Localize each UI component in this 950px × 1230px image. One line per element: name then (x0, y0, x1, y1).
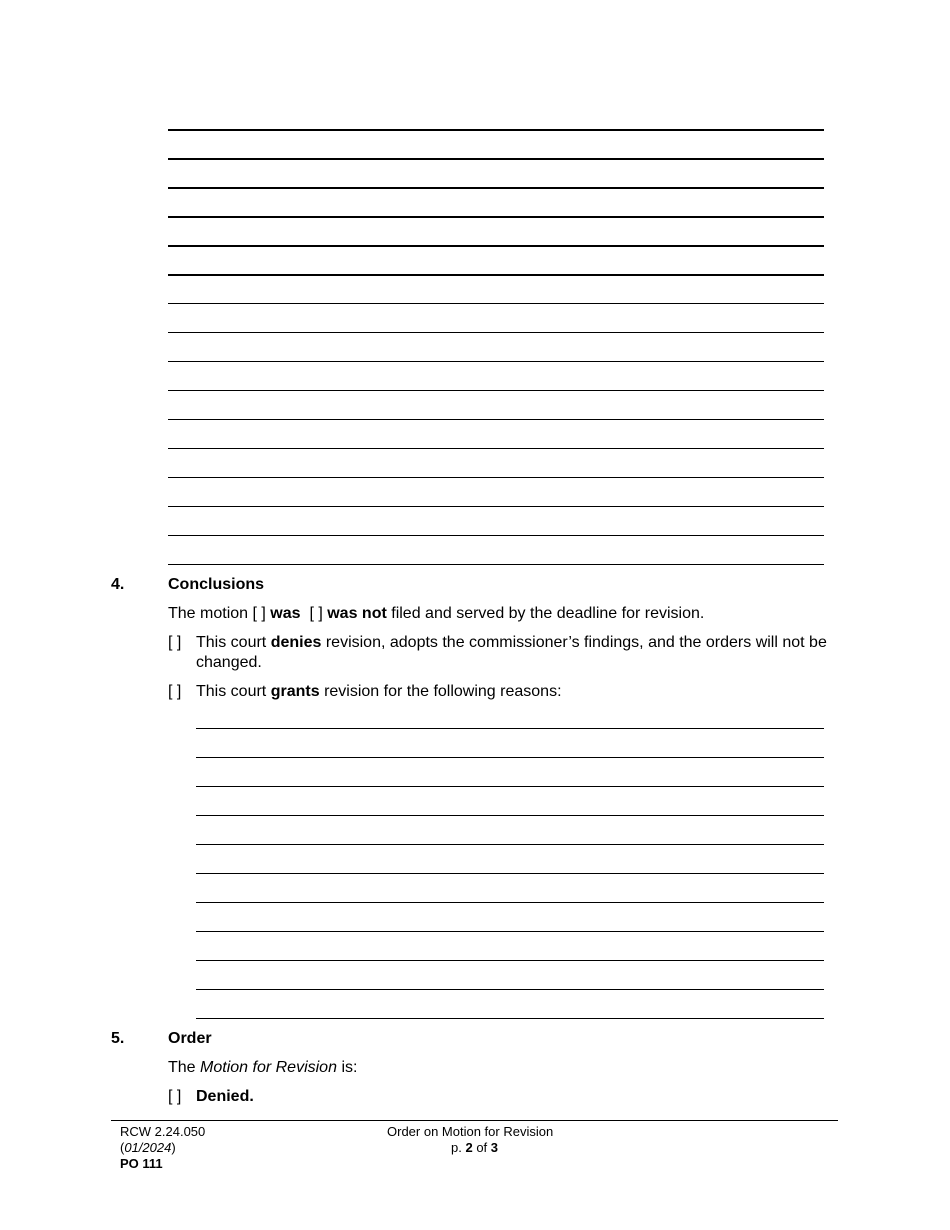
writing-line (168, 448, 824, 449)
checkbox-denies[interactable]: [ ] (168, 634, 182, 651)
writing-line (168, 187, 824, 189)
writing-line (168, 303, 824, 304)
order-prefix: The (168, 1059, 196, 1076)
checkbox-denied[interactable]: [ ] (168, 1088, 182, 1105)
writing-line (168, 332, 824, 333)
motion-title: Motion for Revision (200, 1059, 337, 1076)
footer-date-open: ( (120, 1140, 125, 1155)
writing-line (168, 535, 824, 536)
writing-line (196, 786, 824, 787)
footer-page-number (451, 1140, 498, 1156)
denies-text (196, 633, 828, 673)
writing-line (168, 274, 824, 276)
writing-line (196, 931, 824, 932)
option-was-not: was not (327, 605, 387, 622)
page-prefix: p. (451, 1140, 462, 1155)
denies-suffix: revision, adopts the commissioner’s findings, and the orders will not be changed. (196, 634, 827, 671)
motion-for-revision-line (168, 1058, 357, 1078)
writing-line (168, 361, 824, 362)
grants-word: grants (270, 683, 320, 700)
denies-prefix: This court (196, 634, 267, 651)
footer-date-value: 01/2024 (124, 1140, 172, 1155)
writing-line (168, 564, 824, 565)
section-heading: Conclusions (168, 576, 265, 593)
grants-prefix: This court (196, 683, 267, 700)
writing-line (168, 216, 824, 218)
writing-line (196, 844, 824, 845)
writing-line (196, 960, 824, 961)
motion-suffix: filed and served by the deadline for revision. (391, 605, 705, 622)
writing-line (168, 477, 824, 478)
order-suffix: is: (341, 1059, 358, 1076)
denied-label: Denied. (196, 1088, 254, 1105)
writing-line (168, 419, 824, 420)
page-current: 2 (465, 1140, 473, 1155)
grants-text (196, 682, 562, 702)
writing-line (168, 506, 824, 507)
writing-line (168, 158, 824, 160)
writing-line (196, 815, 824, 816)
writing-line (196, 757, 824, 758)
writing-line (196, 873, 824, 874)
footer-date-close: ) (171, 1140, 176, 1155)
writing-line (196, 902, 824, 903)
grants-suffix: revision for the following reasons: (324, 683, 562, 700)
writing-line (196, 989, 824, 990)
checkbox-was-not[interactable]: [ ] (309, 605, 323, 622)
motion-prefix: The motion (168, 605, 249, 622)
checkbox-was[interactable]: [ ] (252, 605, 266, 622)
footer-date (120, 1140, 176, 1156)
checkbox-grants[interactable]: [ ] (168, 683, 182, 700)
writing-line (168, 245, 824, 247)
denies-word: denies (270, 634, 322, 651)
page-of: of (476, 1140, 488, 1155)
section-number: 5. (111, 1030, 125, 1047)
section-heading: Order (168, 1030, 212, 1047)
footer-form-title: Order on Motion for Revision (387, 1124, 554, 1139)
footer-divider (111, 1120, 838, 1121)
writing-line (196, 1018, 824, 1019)
writing-line (168, 129, 824, 131)
page-total: 3 (490, 1140, 499, 1155)
motion-filed-line (168, 604, 704, 624)
footer-rcw: RCW 2.24.050 (120, 1124, 206, 1139)
option-was: was (270, 605, 301, 622)
writing-line (196, 728, 824, 729)
section-number: 4. (111, 576, 125, 593)
footer-form-id: PO 111 (120, 1156, 163, 1171)
writing-line (168, 390, 824, 391)
